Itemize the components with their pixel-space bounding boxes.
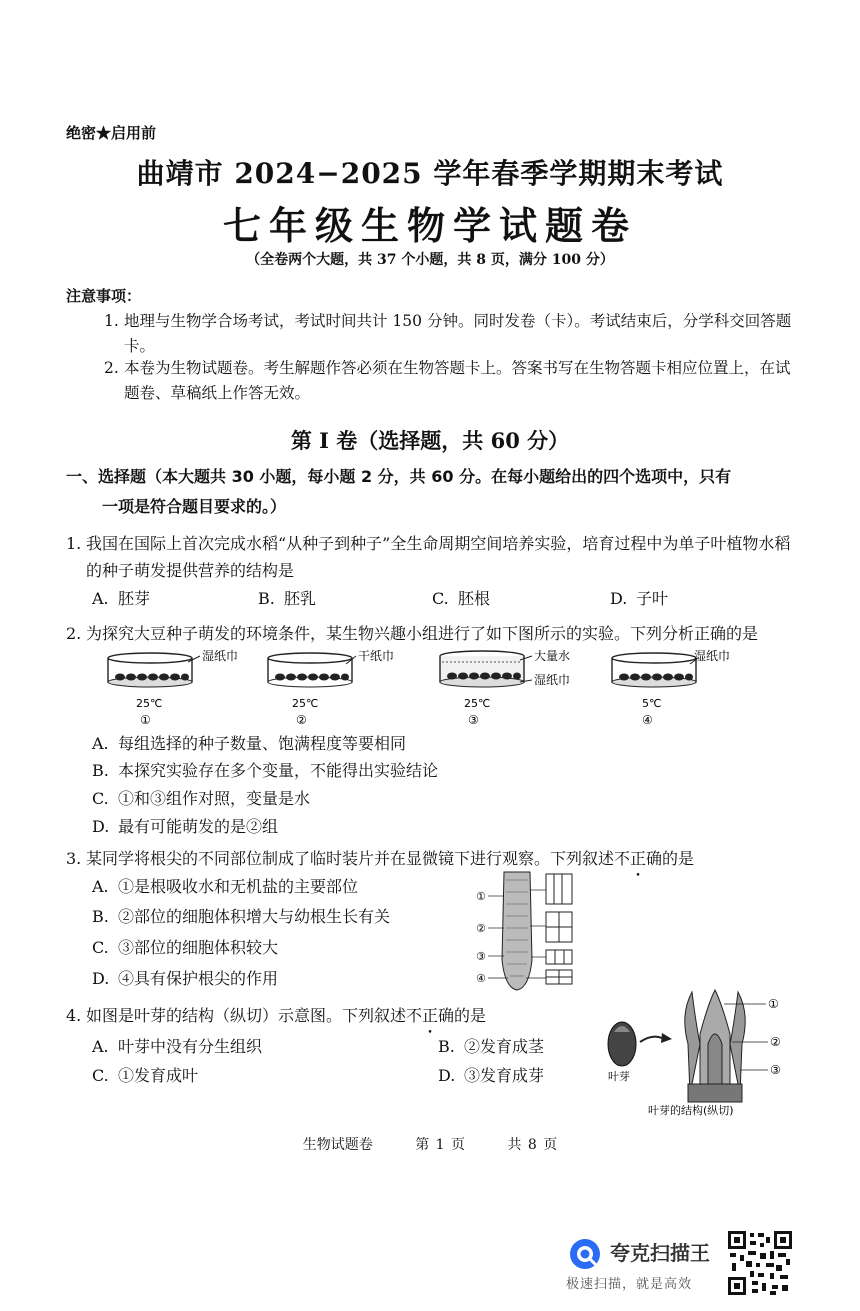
- question-number: 1.: [66, 534, 82, 553]
- option-c: C. ①和③组作对照，变量是水: [92, 789, 311, 808]
- part-heading: [66, 462, 806, 522]
- part-heading-line2: 一项是符合题目要求的。）: [102, 497, 287, 516]
- notice-text: 地理与生物学合场考试，考试时间共计 150 分钟。同时发卷（卡）。考试结束后，分学科交回答题卡。: [124, 312, 792, 355]
- dish-2-label: 干纸巾: [358, 649, 395, 663]
- petri-dish-4: [612, 653, 698, 687]
- quark-logo-icon: [568, 1237, 602, 1271]
- question-2: [66, 620, 806, 647]
- part-heading-line1: 一、选择题（本大题共 30 小题，每小题 2 分，共 60 分。在每小题给出的四个选项中，只有: [66, 467, 732, 486]
- confidential-mark: 绝密★启用前: [66, 124, 157, 142]
- dish-2-index: ②: [296, 713, 307, 727]
- bud-caption: 叶芽的结构(纵切): [648, 1104, 734, 1117]
- question-4: [66, 1002, 626, 1029]
- notice-item: [104, 309, 804, 359]
- leaf-bud-figure: [600, 984, 800, 1124]
- question-number: 4.: [66, 1006, 82, 1025]
- option-a: A. ①是根吸收水和无机盐的主要部位: [92, 877, 359, 896]
- dish-4-label: 湿纸巾: [694, 649, 731, 663]
- root-marker-4: ④: [476, 972, 486, 985]
- option-b: B. ②部位的细胞体积增大与幼根生长有关: [92, 907, 391, 926]
- page-footer: [0, 1134, 860, 1154]
- dish-3-index: ③: [468, 713, 479, 727]
- arrow-icon: [661, 1033, 672, 1043]
- dish-3-label: 大量水: [534, 649, 571, 663]
- dish-1-label: 湿纸巾: [202, 649, 239, 663]
- question-stem: 为探究大豆种子萌发的环境条件，某生物兴趣小组进行了如下图所示的实验。下列分析正确的是: [86, 624, 759, 643]
- option-d: D. 子叶: [610, 589, 669, 608]
- option-b: B. 本探究实验存在多个变量，不能得出实验结论: [92, 761, 439, 780]
- bud-marker-1: ①: [768, 997, 779, 1011]
- footer-paper: 生物试题卷: [302, 1137, 373, 1153]
- option-a: A. 胚芽: [92, 589, 151, 608]
- qr-code-icon: [726, 1229, 794, 1297]
- question-stem: 我国在国际上首次完成水稻“从种子到种子”全生命周期空间培养实验，培育过程中为单子叶植物水稻的种子萌发提供营养的结构是: [86, 534, 791, 580]
- emphasis-text: 不正确: [614, 849, 663, 868]
- question-number: 2.: [66, 624, 82, 643]
- option-c: C. 胚根: [432, 589, 491, 608]
- petri-dish-3: [440, 651, 532, 687]
- bud-marker-2: ②: [770, 1035, 781, 1049]
- notice-text: 本卷为生物试题卷。考生解题作答必须在生物答题卡上。答案书写在生物答题卡相应位置上，在试题卷、草稿纸上作答无效。: [124, 359, 791, 402]
- footer-page: 第 1 页: [415, 1137, 465, 1153]
- dish-1-temp: 25℃: [136, 697, 163, 710]
- scanner-watermark: [566, 1235, 726, 1295]
- dish-4-index: ④: [642, 713, 653, 727]
- exam-title: 曲靖市 2024−2025 学年春季学期期末考试: [136, 157, 724, 190]
- root-marker-1: ①: [476, 890, 486, 903]
- notice-item: [104, 356, 804, 406]
- option-d: D. 最有可能萌发的是②组: [92, 817, 279, 836]
- notice-number: 2.: [104, 359, 119, 377]
- dish-2-temp: 25℃: [292, 697, 319, 710]
- question-1: [66, 530, 806, 584]
- option-d: D. ③发育成芽: [438, 1066, 545, 1085]
- root-tip-figure: [474, 870, 580, 992]
- section-title: 第 I 卷（选择题，共 60 分）: [290, 428, 570, 453]
- dish-3-temp: 25℃: [464, 697, 491, 710]
- paper-title: 七年级生物学试题卷: [222, 203, 637, 248]
- seed-germination-figure: [100, 646, 780, 728]
- dish-1-index: ①: [140, 713, 151, 727]
- notice-number: 1.: [104, 312, 119, 330]
- bud-marker-3: ③: [770, 1063, 781, 1077]
- paper-summary: （全卷两个大题，共 37 个小题，共 8 页，满分 100 分）: [246, 252, 614, 268]
- brand-slogan: 极速扫描，就是高效: [566, 1277, 693, 1292]
- dish-3-label2: 湿纸巾: [534, 673, 571, 687]
- option-b: B. ②发育成茎: [438, 1037, 545, 1056]
- root-marker-3: ③: [476, 950, 486, 963]
- petri-dish-2: [268, 653, 356, 687]
- bud-label: 叶芽: [608, 1070, 630, 1083]
- footer-total: 共 8 页: [507, 1137, 558, 1153]
- option-a: A. 每组选择的种子数量、饱满程度等要相同: [92, 734, 407, 753]
- brand-name: 夸克扫描王: [610, 1241, 710, 1265]
- question-3: [66, 845, 806, 872]
- option-c: C. ③部位的细胞体积较大: [92, 938, 279, 957]
- emphasis-text: 不正确: [406, 1006, 455, 1025]
- notice-heading: 注意事项：: [66, 287, 142, 305]
- option-c: C. ①发育成叶: [92, 1066, 199, 1085]
- option-d: D. ④具有保护根尖的作用: [92, 969, 279, 988]
- question-stem: 某同学将根尖的不同部位制成了临时装片并在显微镜下进行观察。下列叙述不正确的是: [86, 849, 695, 868]
- petri-dish-1: [108, 653, 200, 687]
- question-number: 3.: [66, 849, 82, 868]
- option-a: A. 叶芽中没有分生组织: [92, 1037, 263, 1056]
- dish-4-temp: 5℃: [642, 697, 662, 710]
- root-marker-2: ②: [476, 922, 486, 935]
- option-b: B. 胚乳: [258, 589, 317, 608]
- question-stem: 如图是叶芽的结构（纵切）示意图。下列叙述不正确的是: [86, 1006, 487, 1025]
